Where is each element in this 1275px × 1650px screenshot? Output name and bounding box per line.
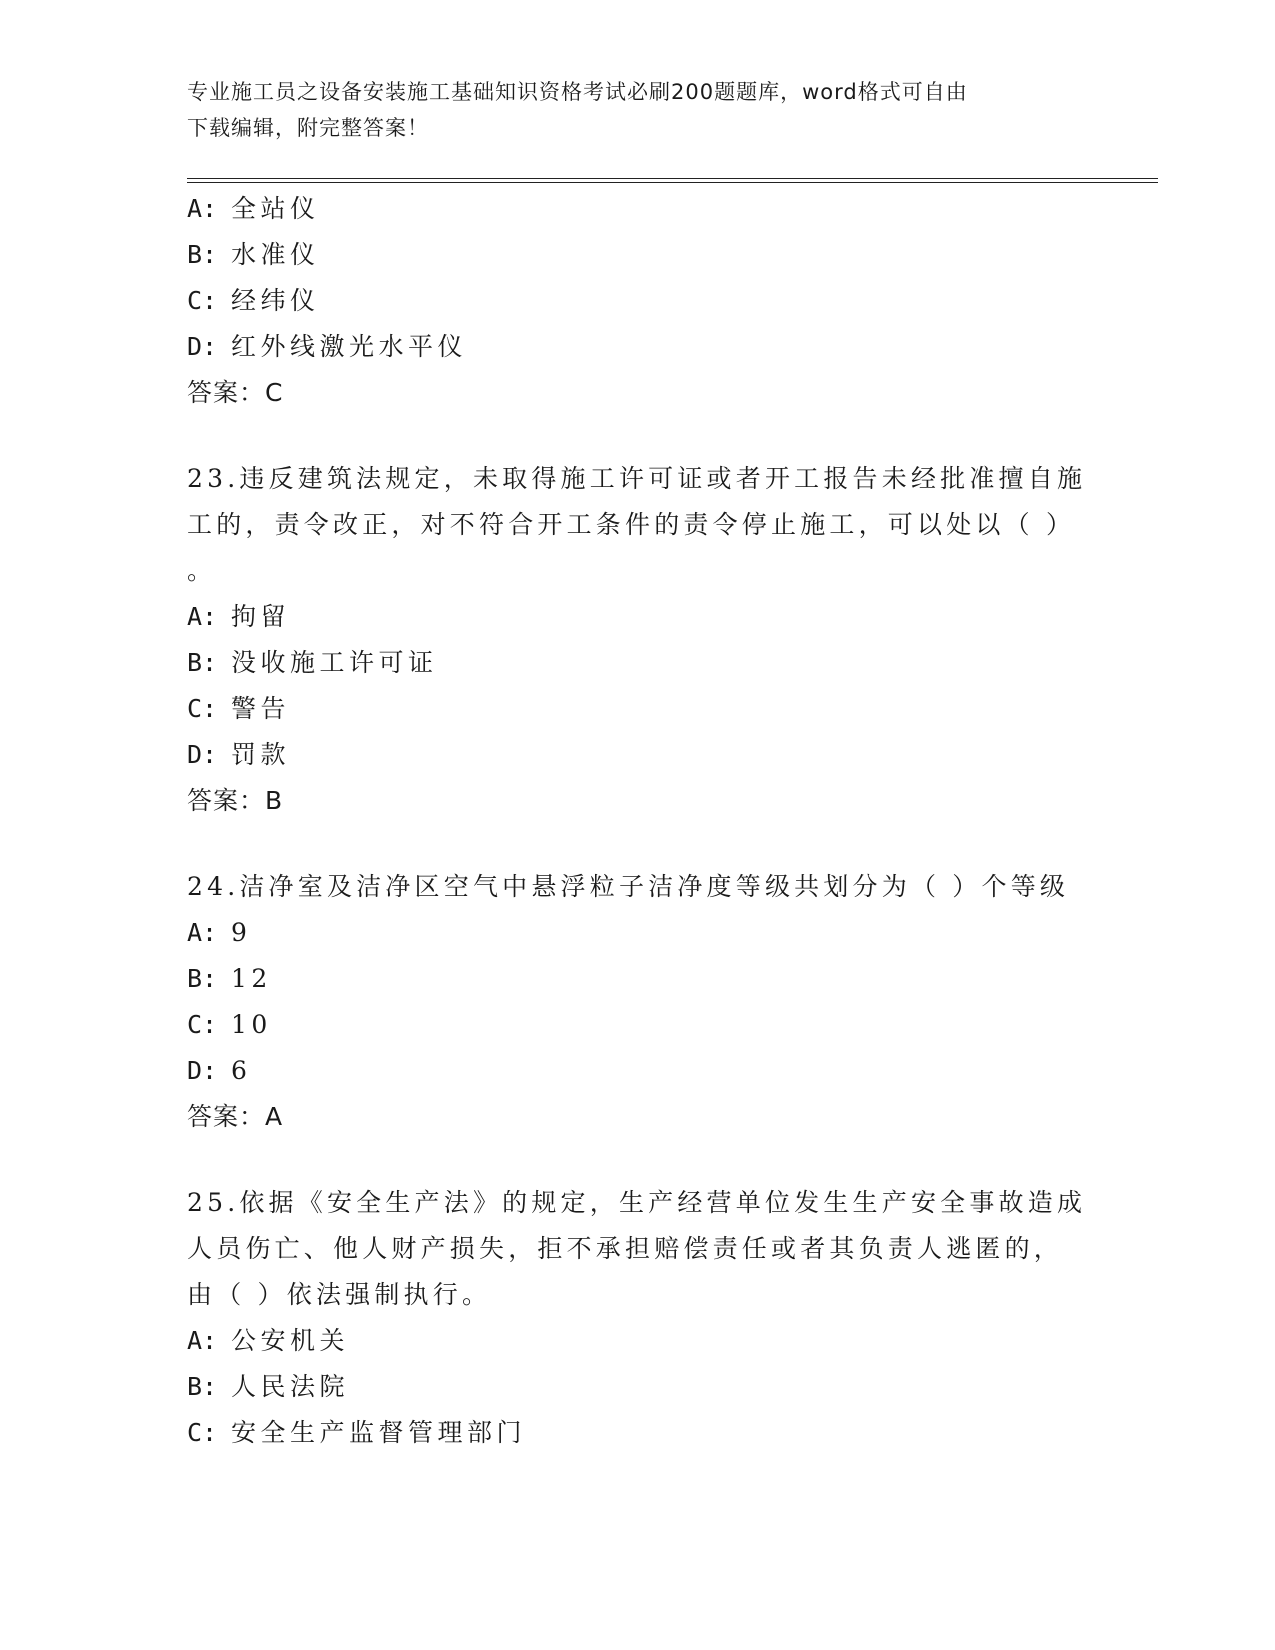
document-header [187, 74, 1087, 146]
option-d [187, 1048, 1087, 1094]
question-line: 。 [187, 556, 217, 585]
question-line: 工的，责令改正，对不符合开工条件的责令停止施工，可以处以（ ） [187, 510, 1076, 539]
option-text: 12 [231, 964, 272, 993]
question-23 [187, 456, 1087, 824]
header-line-1: 专业施工员之设备安装施工基础知识资格考试必刷200题题库，word格式可自由 [187, 80, 968, 104]
option-text: 经纬仪 [231, 286, 320, 315]
option-label: B: [187, 964, 218, 993]
option-label: B: [187, 1372, 218, 1401]
option-a [187, 1318, 1087, 1364]
option-c [187, 1002, 1087, 1048]
option-text: 人民法院 [231, 1372, 350, 1401]
option-text: 10 [231, 1010, 272, 1039]
answer: 答案：C [187, 378, 284, 407]
option-d [187, 732, 1087, 778]
option-c [187, 278, 1087, 324]
option-label: A: [187, 194, 218, 223]
option-b [187, 232, 1087, 278]
option-d [187, 324, 1087, 370]
option-text: 全站仪 [231, 194, 320, 223]
option-text: 罚款 [231, 740, 291, 769]
question-line: 由（ ）依法强制执行。 [187, 1280, 492, 1309]
option-label: D: [187, 740, 218, 769]
answer: 答案：B [187, 786, 284, 815]
option-label: B: [187, 240, 218, 269]
option-b [187, 956, 1087, 1002]
header-line-2: 下载编辑，附完整答案！ [187, 116, 429, 140]
option-label: C: [187, 286, 218, 315]
question-line: 23.违反建筑法规定，未取得施工许可证或者开工报告未经批准擅自施 [187, 464, 1087, 493]
option-label: D: [187, 332, 218, 361]
answer: 答案：A [187, 1102, 284, 1131]
option-label: C: [187, 694, 218, 723]
option-label: A: [187, 1326, 218, 1355]
question-25 [187, 1180, 1087, 1456]
question-stem [187, 864, 1087, 910]
option-b [187, 1364, 1087, 1410]
question-24 [187, 864, 1087, 1140]
question-22 [187, 186, 1087, 416]
option-text: 拘留 [231, 602, 291, 631]
option-text: 公安机关 [231, 1326, 350, 1355]
question-content [187, 186, 1087, 1456]
option-label: C: [187, 1010, 218, 1039]
option-text: 没收施工许可证 [231, 648, 438, 677]
question-stem [187, 1180, 1087, 1318]
option-text: 6 [231, 1056, 252, 1085]
option-text: 安全生产监督管理部门 [231, 1418, 527, 1447]
option-a [187, 186, 1087, 232]
option-label: A: [187, 602, 218, 631]
option-c [187, 1410, 1087, 1456]
question-line: 25.依据《安全生产法》的规定，生产经营单位发生生产安全事故造成 [187, 1188, 1087, 1217]
option-text: 水准仪 [231, 240, 320, 269]
option-label: D: [187, 1056, 218, 1085]
option-text: 警告 [231, 694, 291, 723]
header-divider [187, 178, 1158, 183]
option-c [187, 686, 1087, 732]
option-text: 红外线激光水平仪 [231, 332, 468, 361]
question-line: 24.洁净室及洁净区空气中悬浮粒子洁净度等级共划分为（ ）个等级 [187, 872, 1070, 901]
question-stem [187, 456, 1087, 594]
option-a [187, 910, 1087, 956]
option-label: B: [187, 648, 218, 677]
question-line: 人员伤亡、他人财产损失，拒不承担赔偿责任或者其负责人逃匿的， [187, 1234, 1064, 1263]
option-b [187, 640, 1087, 686]
option-a [187, 594, 1087, 640]
option-label: A: [187, 918, 218, 947]
option-text: 9 [231, 918, 252, 947]
option-label: C: [187, 1418, 218, 1447]
